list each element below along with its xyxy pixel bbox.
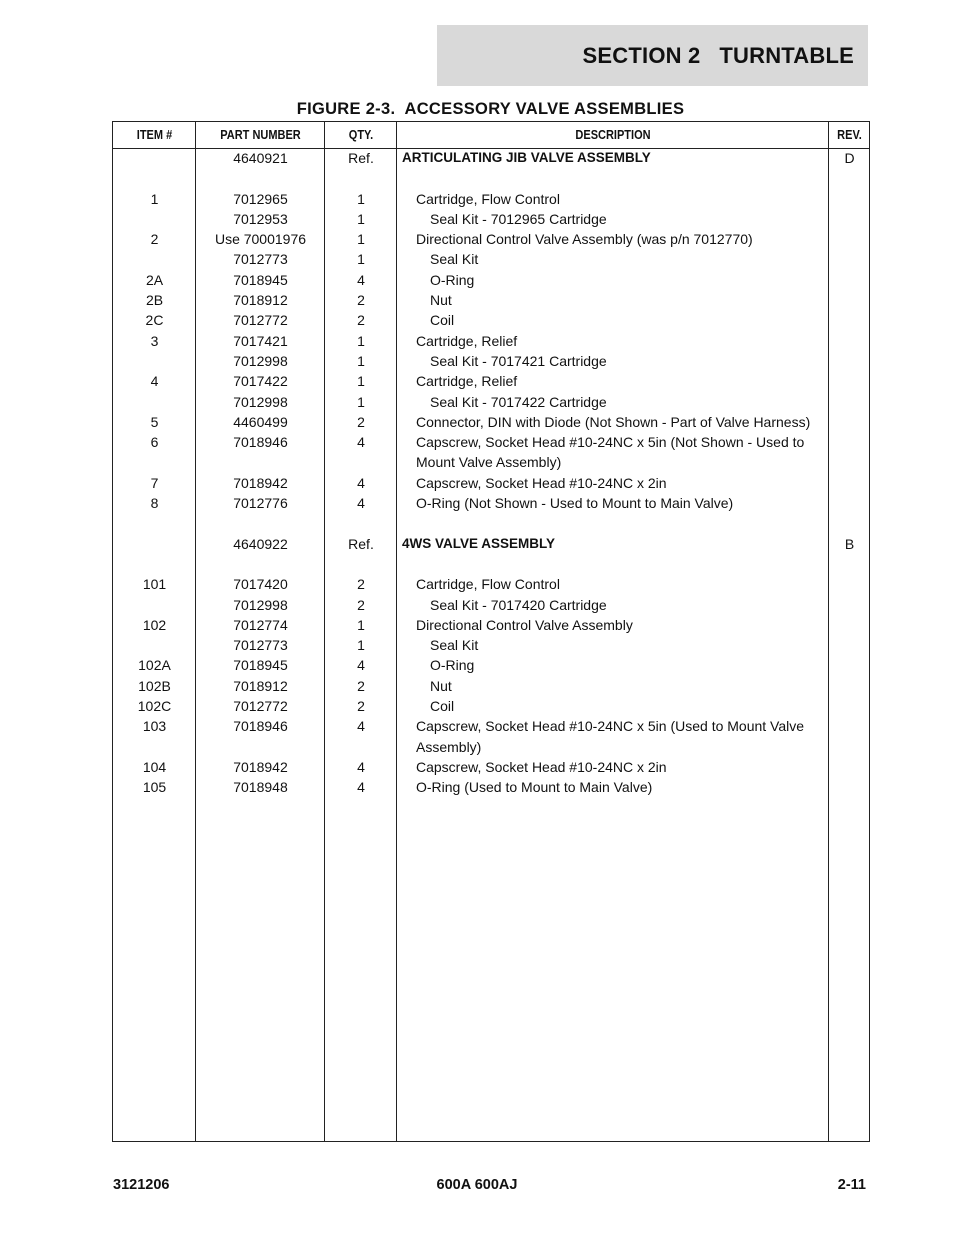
table-row <box>113 432 869 473</box>
description-cell: Nut <box>430 677 452 694</box>
column-header-part-number: PART NUMBER <box>220 128 301 142</box>
description-cell: Cartridge, Relief <box>416 332 518 349</box>
quantity-cell: Ref. <box>348 150 374 166</box>
quantity-cell: 2 <box>357 292 365 309</box>
quantity-cell: 4 <box>357 779 365 796</box>
table-row <box>113 270 869 290</box>
column-header-qty: QTY. <box>348 128 374 142</box>
figure-title: FIGURE 2-3. ACCESSORY VALVE ASSEMBLIES <box>296 100 685 118</box>
description-cell: Coil <box>430 312 455 329</box>
part-number-cell: 7018945 <box>233 271 288 288</box>
table-row <box>113 777 869 797</box>
footer-model: 600A 600AJ <box>436 1177 518 1193</box>
table-row <box>113 696 869 716</box>
quantity-cell: 1 <box>357 332 365 349</box>
description-cell: Seal Kit - 7017421 Cartridge <box>430 352 607 369</box>
description-cell: 4WS VALVE ASSEMBLY <box>402 535 556 551</box>
description-cell: Seal Kit <box>430 251 479 268</box>
item-number-cell: 103 <box>142 718 167 735</box>
description-cell: Directional Control Valve Assembly (was p/n 7012770) <box>416 231 753 248</box>
description-cell: Cartridge, Flow Control <box>416 576 560 593</box>
description-cell: ARTICULATING JIB VALVE ASSEMBLY <box>402 150 651 165</box>
part-number-cell: 7012774 <box>233 616 288 633</box>
part-number-cell: 4460499 <box>233 413 288 430</box>
description-cell: Capscrew, Socket Head #10-24NC x 2in <box>416 758 667 775</box>
item-number-cell: 5 <box>150 413 159 430</box>
quantity-cell: 4 <box>357 474 365 491</box>
description-cell: Seal Kit <box>430 637 479 654</box>
description-cell: Cartridge, Relief <box>416 373 518 390</box>
part-number-cell: 7012773 <box>233 251 288 268</box>
quantity-cell: 1 <box>357 637 365 654</box>
table-row <box>113 757 869 777</box>
part-number-cell: Use 70001976 <box>214 231 307 248</box>
quantity-cell: 1 <box>357 231 365 248</box>
table-row <box>113 412 869 432</box>
table-row <box>113 635 869 655</box>
quantity-cell: Ref. <box>348 535 374 552</box>
item-number-cell: 102 <box>142 616 167 633</box>
table-row <box>113 716 869 757</box>
quantity-cell: 4 <box>357 434 365 451</box>
quantity-cell: 1 <box>357 210 365 227</box>
description-cell: O-Ring (Used to Mount to Main Valve) <box>416 779 653 796</box>
description-cell: Seal Kit - 7017420 Cartridge <box>430 596 607 613</box>
description-cell: Seal Kit - 7017422 Cartridge <box>430 393 607 410</box>
description-cell: O-Ring <box>430 271 475 288</box>
table-row <box>113 189 869 209</box>
description-cell: Nut <box>430 292 452 309</box>
table-row <box>113 595 869 615</box>
item-number-cell: 1 <box>150 190 159 207</box>
item-number-cell: 6 <box>150 434 159 451</box>
table-row <box>113 209 869 229</box>
part-number-cell: 7018942 <box>233 758 288 775</box>
table-row <box>113 371 869 391</box>
quantity-cell: 4 <box>357 271 365 288</box>
table-row <box>113 493 869 513</box>
part-number-cell: 7012772 <box>233 312 288 329</box>
column-header-rev: REV. <box>837 128 862 142</box>
description-cell: Seal Kit - 7012965 Cartridge <box>430 210 607 227</box>
quantity-cell: 2 <box>357 312 365 329</box>
description-cell: Capscrew, Socket Head #10-24NC x 5in (Used to Mount Valve Assembly) <box>416 718 805 755</box>
table-row <box>113 655 869 675</box>
part-number-cell: 7012772 <box>233 698 288 715</box>
item-number-cell: 2B <box>145 292 164 309</box>
part-number-cell: 7018946 <box>233 718 288 735</box>
footer-document-number: 3121206 <box>113 1177 170 1193</box>
section-header-banner <box>437 25 868 86</box>
item-number-cell: 4 <box>150 373 159 390</box>
item-number-cell: 2C <box>145 312 164 329</box>
description-cell: Connector, DIN with Diode (Not Shown - Part of Valve Harness) <box>416 413 811 430</box>
quantity-cell: 2 <box>357 576 365 593</box>
description-cell: Cartridge, Flow Control <box>416 190 560 207</box>
quantity-cell: 2 <box>357 698 365 715</box>
table-row <box>113 290 869 310</box>
description-cell: Directional Control Valve Assembly <box>416 616 633 633</box>
table-row <box>113 473 869 493</box>
table-row <box>113 229 869 249</box>
revision-cell: D <box>844 150 855 166</box>
part-number-cell: 7018946 <box>233 434 288 451</box>
description-cell: O-Ring <box>430 657 475 674</box>
item-number-cell: 2A <box>145 271 164 288</box>
quantity-cell: 2 <box>357 677 365 694</box>
table-row <box>113 331 869 351</box>
quantity-cell: 4 <box>357 657 365 674</box>
part-number-cell: 7017420 <box>233 576 288 593</box>
item-number-cell: 102A <box>138 657 171 674</box>
part-number-cell: 7018912 <box>233 677 288 694</box>
quantity-cell: 4 <box>357 758 365 775</box>
table-row <box>113 310 869 330</box>
part-number-cell: 4640921 <box>233 150 288 166</box>
item-number-cell: 102B <box>138 677 171 694</box>
quantity-cell: 4 <box>357 495 365 512</box>
part-number-cell: 7012776 <box>233 495 288 512</box>
quantity-cell: 1 <box>357 352 365 369</box>
quantity-cell: 1 <box>357 393 365 410</box>
part-number-cell: 7017421 <box>233 332 288 349</box>
part-number-cell: 7012773 <box>233 637 288 654</box>
description-cell: O-Ring (Not Shown - Used to Mount to Main Valve) <box>416 495 734 512</box>
item-number-cell: 7 <box>150 474 159 491</box>
column-header-description: DESCRIPTION <box>575 128 651 142</box>
item-number-cell: 3 <box>150 332 159 349</box>
quantity-cell: 1 <box>357 616 365 633</box>
part-number-cell: 7018942 <box>233 474 288 491</box>
description-cell: Coil <box>430 698 455 715</box>
description-cell: Capscrew, Socket Head #10-24NC x 2in <box>416 474 667 491</box>
part-number-cell: 7012965 <box>233 190 288 207</box>
parts-rows <box>113 148 869 798</box>
table-row <box>113 676 869 696</box>
item-number-cell: 2 <box>150 231 159 248</box>
part-number-cell: 7012998 <box>233 393 288 410</box>
part-number-cell: 7018948 <box>233 779 288 796</box>
table-row <box>113 351 869 371</box>
part-number-cell: 7012953 <box>233 210 288 227</box>
footer-page-number: 2-11 <box>837 1177 866 1193</box>
table-row <box>113 534 869 554</box>
part-number-cell: 7017422 <box>233 373 288 390</box>
part-number-cell: 4640922 <box>233 535 288 552</box>
revision-cell: B <box>844 535 855 552</box>
table-row <box>113 249 869 269</box>
table-row <box>113 615 869 635</box>
item-number-cell: 8 <box>150 495 159 512</box>
section-title: SECTION 2 TURNTABLE <box>582 42 854 68</box>
part-number-cell: 7018912 <box>233 292 288 309</box>
quantity-cell: 1 <box>357 190 365 207</box>
quantity-cell: 4 <box>357 718 365 735</box>
quantity-cell: 1 <box>357 373 365 390</box>
part-number-cell: 7012998 <box>233 352 288 369</box>
item-number-cell: 105 <box>142 779 167 796</box>
quantity-cell: 2 <box>357 413 365 430</box>
quantity-cell: 1 <box>357 251 365 268</box>
item-number-cell: 104 <box>142 758 167 775</box>
part-number-cell: 7012998 <box>233 596 288 613</box>
table-row <box>113 148 869 168</box>
item-number-cell: 101 <box>142 576 167 593</box>
part-number-cell: 7018945 <box>233 657 288 674</box>
table-row <box>113 392 869 412</box>
description-cell: Capscrew, Socket Head #10-24NC x 5in (Not Shown - Used to Mount Valve Assembly) <box>416 434 805 471</box>
table-row <box>113 574 869 594</box>
parts-table <box>112 121 870 1142</box>
column-header-item: ITEM # <box>136 128 173 142</box>
quantity-cell: 2 <box>357 596 365 613</box>
item-number-cell: 102C <box>137 698 172 715</box>
